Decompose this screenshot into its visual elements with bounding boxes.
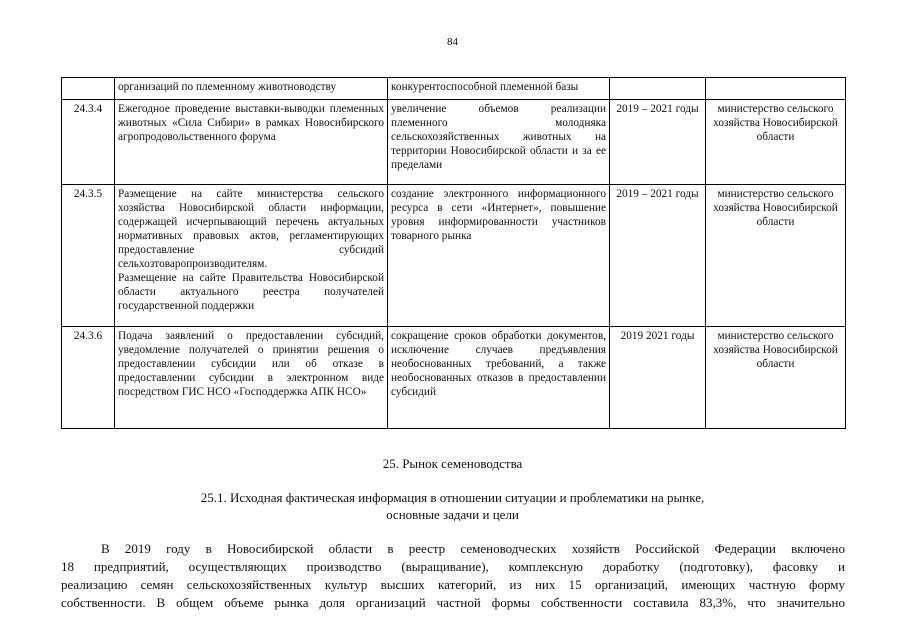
body-paragraph bbox=[61, 540, 845, 612]
table-row bbox=[62, 78, 846, 100]
period-cell bbox=[610, 78, 706, 100]
activity-paragraph: Размещение на сайте министерства сельского хозяйства Новосибирской области информации, содержащей исчерпывающий перечень актуальных нормативных правовых актов, регламентирующих предоставление субсидий сельхозтоваропроизводителям. bbox=[118, 188, 384, 270]
page-number: 84 bbox=[447, 36, 458, 48]
table-row bbox=[62, 100, 846, 185]
activity-cell: Ежегодное проведение выставки-выводки племенных животных «Сила Сибири» в рамках Новосибирского агропродовольственного форума bbox=[115, 100, 388, 185]
executor-cell: министерство сельского хозяйства Новосибирской области bbox=[706, 185, 846, 327]
measures-table bbox=[61, 77, 846, 429]
subsection-heading-line: основные задачи и цели bbox=[386, 507, 519, 522]
result-cell: сокращение сроков обработки документов, исключение случаев предъявления необоснованных требований, а также необоснованных отказов в предоставлении субсидий bbox=[388, 327, 610, 429]
table-row bbox=[62, 327, 846, 429]
period-cell: 2019 – 2021 годы bbox=[610, 185, 706, 327]
paragraph-line: собственности. В общем объеме рынка доля организаций частной формы собственности составила 83,3%, что значительно bbox=[61, 595, 845, 610]
subsection-heading-line: 25.1. Исходная фактическая информация в отношении ситуации и проблематики на рынке, bbox=[200, 490, 705, 505]
subsection-heading bbox=[0, 489, 905, 523]
result-cell: создание электронного информационного ресурса в сети «Интернет», повышение уровня информированности участников товарного рынка bbox=[388, 185, 610, 327]
section-heading: 25. Рынок семеноводства bbox=[382, 456, 523, 471]
activity-cell bbox=[115, 185, 388, 327]
result-cell: конкурентоспособной племенной базы bbox=[388, 78, 610, 100]
activity-cell: Подача заявлений о предоставлении субсидий, уведомление получателей о принятии решения о предоставлении субсидии или об отказе в предоставлении субсидии в электронном виде посредством ГИС НСО «Господдержка АПК НСО» bbox=[115, 327, 388, 429]
paragraph-line: реализацию семян сельскохозяйственных культур высших категорий, из них 15 организаций, имеющих частную форму bbox=[61, 577, 845, 592]
executor-cell: министерство сельского хозяйства Новосибирской области bbox=[706, 100, 846, 185]
activity-paragraph: Размещение на сайте Правительства Новосибирской области актуального реестра получателей государственной поддержки bbox=[118, 272, 384, 312]
paragraph-line: В 2019 году в Новосибирской области в реестр семеноводческих хозяйств Российской Федерации включено bbox=[101, 541, 845, 556]
row-number: 24.3.4 bbox=[62, 100, 115, 185]
row-number: 24.3.5 bbox=[62, 185, 115, 327]
result-cell: увеличение объемов реализации племенного молодняка сельскохозяйственных животных на территории Новосибирской области и за ее пределами bbox=[388, 100, 610, 185]
executor-cell: министерство сельского хозяйства Новосибирской области bbox=[706, 327, 846, 429]
row-number: 24.3.6 bbox=[62, 327, 115, 429]
executor-cell bbox=[706, 78, 846, 100]
period-cell: 2019 2021 годы bbox=[610, 327, 706, 429]
table-row bbox=[62, 185, 846, 327]
activity-cell: организаций по племенному животноводству bbox=[115, 78, 388, 100]
paragraph-line: 18 предприятий, осуществляющих производство (выращивание), комплексную доработку (подготовку), фасовку и bbox=[61, 559, 845, 574]
period-cell: 2019 – 2021 годы bbox=[610, 100, 706, 185]
row-number bbox=[62, 78, 115, 100]
